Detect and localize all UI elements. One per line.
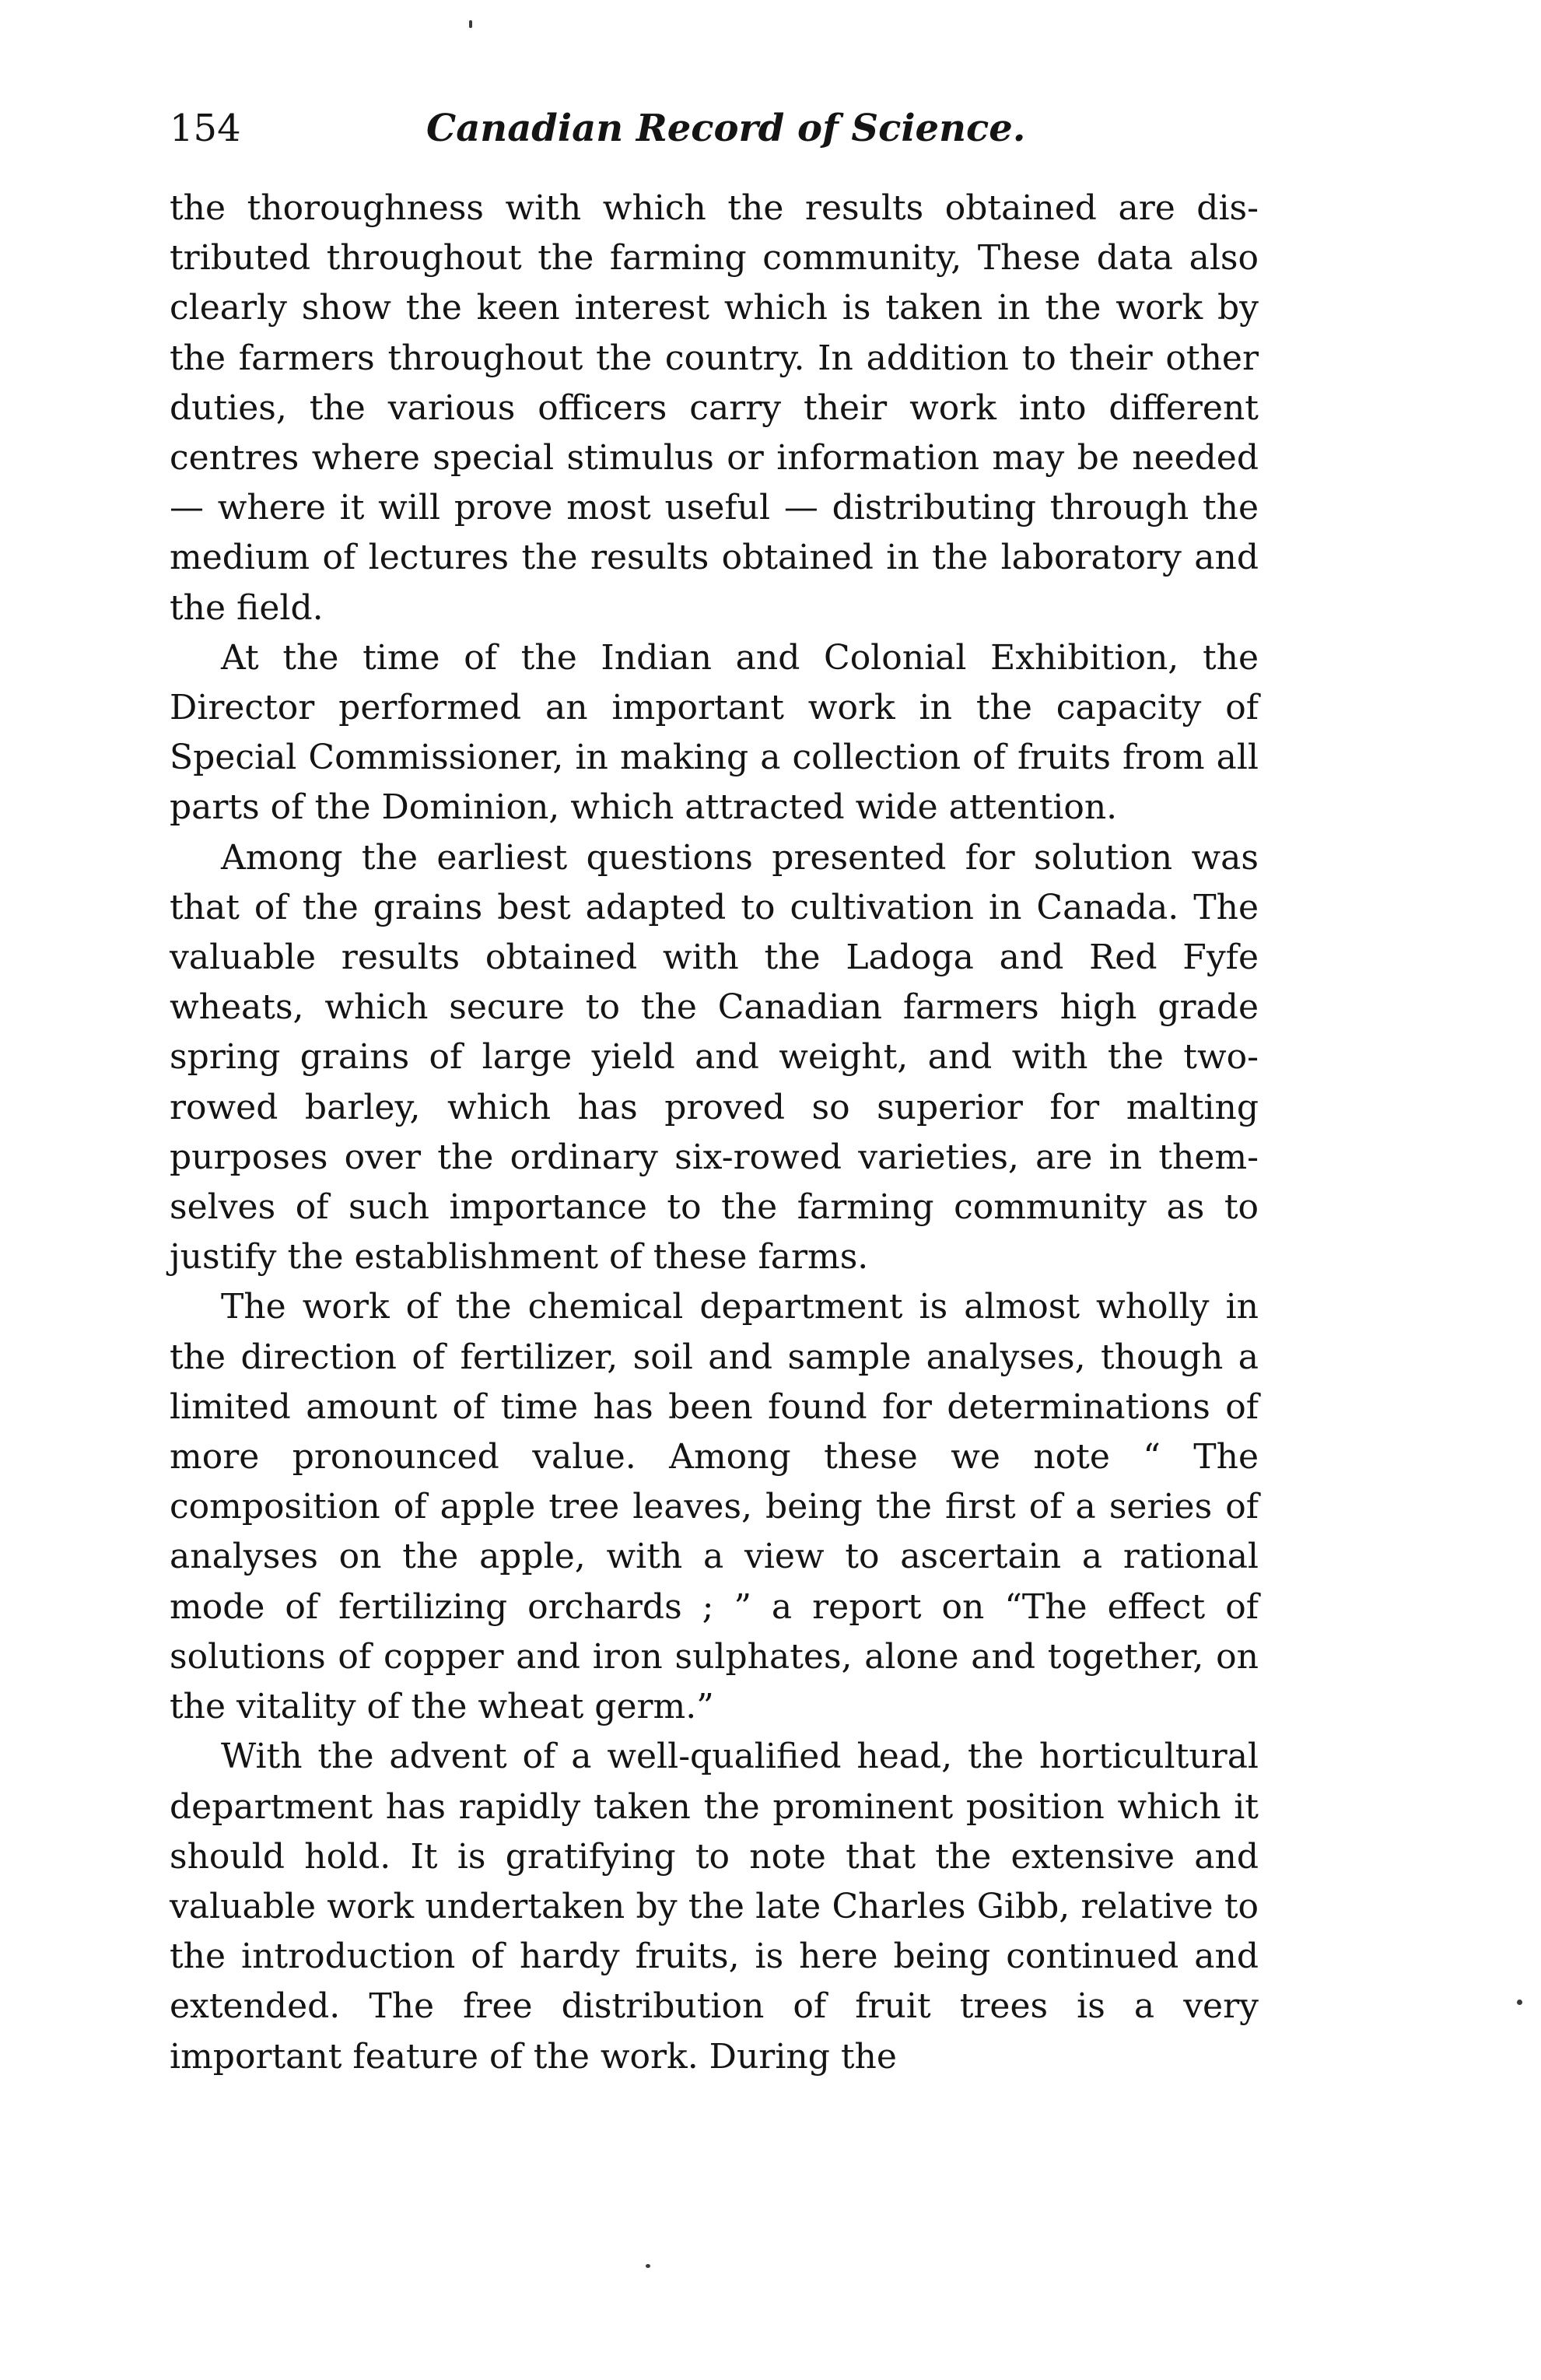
scan-speck bbox=[646, 2264, 650, 2268]
paragraph-3: Among the earliest questions presented for solution was that of the grains best adapted to cultivation in Canada. The valuable results obtained with the Ladoga and Red Fyfe wheats, which secure to the Canadian farmers high grade spring grains of large yield and weight, and with the two-rowed barley, which has proved so superior for malting purposes over the ordinary six-rowed varieties, are in themselves of such importance to the farming community as to justify the establishment of these farms. bbox=[170, 837, 1259, 1278]
paragraph-5: With the advent of a well-qualified head, the horticultural department has rapidly taken the prominent position which it should hold. It is gratifying to note that the extensive and valuable work undertaken by the late Charles Gibb, relative to the introduction of hardy fruits, is here being continued and extended. The free distribution of fruit trees is a very important feature of the work. During the bbox=[170, 1737, 1259, 2077]
scan-speck bbox=[469, 20, 472, 28]
page-number: 154 bbox=[170, 107, 241, 150]
paragraph-2: At the time of the Indian and Colonial Exhibition, the Director performed an important work in the capacity of Special Commissioner, in making a collection of fruits from all parts of the Dominion, which attracted wide attention. bbox=[170, 637, 1259, 828]
paragraph-4: The work of the chemical department is almost wholly in the direction of fertilizer, soil and sample analyses, though a limited amount of time has been found for determinations of more pronounced value. Among these we note “ The composition of apple tree leaves, being the first of a series of analyses on the apple, with a view to ascertain a rational mode of fertilizing orchards ; ” a report on “The effect of solutions of copper and iron sulphates, alone and together, on the vitality of the wheat germ.” bbox=[170, 1287, 1259, 1727]
body-text bbox=[170, 184, 1259, 2082]
paragraph-1: the thoroughness with which the results obtained are distributed throughout the farming community, These data also clearly show the keen interest which is taken in the work by the farmers throughout the country. In addition to their other duties, the various officers carry their work into different centres where special stimulus or information may be needed — where it will prove most useful — distributing through the medium of lectures the results obtained in the laboratory and the field. bbox=[170, 188, 1259, 628]
page-header bbox=[170, 93, 1259, 163]
running-head: Canadian Record of Science. bbox=[426, 107, 1026, 150]
scan-speck bbox=[1517, 2000, 1522, 2005]
